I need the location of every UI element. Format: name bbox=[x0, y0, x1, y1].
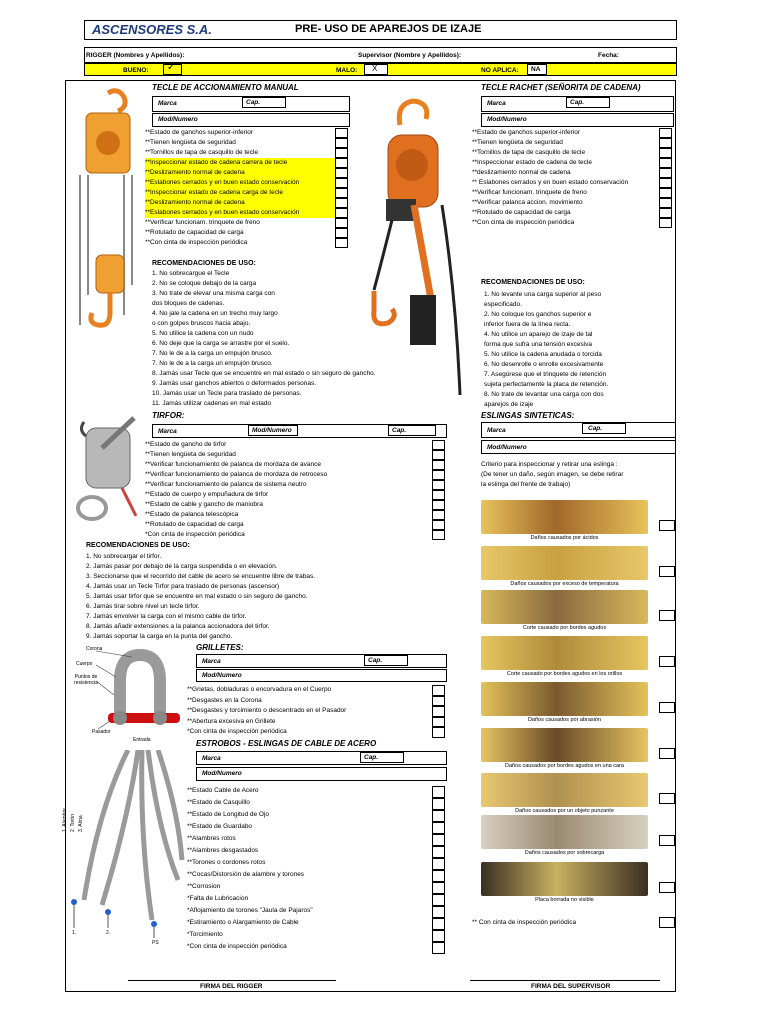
eslingas-criteria-2: (De tener un daño, según imagen, se debe retirar bbox=[481, 471, 624, 478]
estrobos-marca-box bbox=[196, 751, 447, 765]
tecle-manual-rec: 11. Jamás utilizar cadenas en mal estado bbox=[152, 400, 272, 407]
marca-label: Marca bbox=[487, 100, 506, 107]
page-title: PRE- USO DE APAREJOS DE IZAJE bbox=[295, 23, 482, 35]
tecle-rachet-rec: 6. No desenrolle o enrolle excesivamente bbox=[484, 361, 604, 368]
tirfor-checkbox[interactable] bbox=[432, 480, 445, 490]
sling-damage-photo bbox=[481, 500, 648, 534]
rigger-signature-line bbox=[128, 980, 336, 981]
estrobos-item: **Torones o cordones rotos bbox=[187, 859, 266, 866]
section-title-estrobos: ESTROBOS - ESLINGAS DE CABLE DE ACERO bbox=[196, 739, 377, 748]
fecha-label: Fecha: bbox=[598, 52, 619, 59]
tecle-rachet-rec: 1. No levante una carga superior al peso bbox=[484, 291, 602, 298]
eslingas-criteria-3: la eslinga del frente de trabajo) bbox=[481, 481, 571, 488]
x-mark-icon: X bbox=[372, 64, 378, 73]
sling-damage-label: Daños causados por sobrecarga bbox=[524, 850, 605, 856]
marca-label: Marca bbox=[202, 755, 221, 762]
no-aplica-label: NO APLICA: bbox=[481, 67, 519, 74]
tecle-manual-rec: 7. No le de a la carga un empujón brusco. bbox=[152, 360, 273, 367]
tecle-manual-rec: 1. No sobrecargue el Tecle bbox=[152, 270, 230, 277]
supervisor-signature-line bbox=[470, 980, 660, 981]
rope-label-1: 1. bbox=[72, 930, 77, 936]
tirfor-rec: 8. Jamás añadir extensiones a la palanca accionadora del tirfor. bbox=[86, 623, 270, 630]
tecle-manual-rec: 9. Jamás usar ganchos abiertos o deformados personas. bbox=[152, 380, 317, 387]
supervisor-signature-label: FIRMA DEL SUPERVISOR bbox=[531, 983, 611, 990]
tirfor-checkbox[interactable] bbox=[432, 450, 445, 460]
eslingas-cinta-item: ** Con cinta de inspección periódica bbox=[472, 919, 577, 926]
sling-damage-checkbox[interactable] bbox=[659, 656, 675, 667]
tecle-rachet-checkbox[interactable] bbox=[659, 138, 672, 148]
estrobos-item: **Estado de Longitud de Ojo bbox=[187, 811, 270, 818]
tecle-manual-rec: 7. No le de a la carga un empujón brusco. bbox=[152, 350, 273, 357]
mod-label: Mod/Numero bbox=[202, 770, 242, 777]
estrobos-checkbox[interactable] bbox=[432, 894, 445, 906]
tirfor-rec: 4. Jamás usar un Tecle Tirfor para traslado de personas (ascensor) bbox=[86, 583, 280, 590]
estrobos-checkbox[interactable] bbox=[432, 846, 445, 858]
tecle-rachet-item: **Inspeccionar estado de cadena de tecle bbox=[472, 159, 592, 166]
sling-damage-photo bbox=[481, 590, 648, 624]
shackle-label-entrada: Entrada bbox=[133, 737, 151, 743]
tecle-manual-checkbox[interactable] bbox=[335, 208, 348, 218]
rigger-signature-label: FIRMA DEL RIGGER bbox=[200, 983, 263, 990]
tirfor-checkbox[interactable] bbox=[432, 500, 445, 510]
estrobos-item: **Alambres rotos bbox=[187, 835, 236, 842]
eslingas-cinta-checkbox[interactable] bbox=[659, 917, 675, 928]
eslingas-criteria-1: Criterio para inspeccionar y retirar una eslinga : bbox=[481, 461, 618, 468]
tecle-rachet-item: ** Eslabones cerrados y en buen estado conservación bbox=[472, 179, 629, 186]
tecle-rachet-checkbox[interactable] bbox=[659, 148, 672, 158]
tirfor-rec: 1. No sobrecargar el tirfor. bbox=[86, 553, 162, 560]
tecle-manual-item: **Estado de ganchos superior-inferior bbox=[145, 129, 254, 136]
sling-damage-photo bbox=[481, 728, 648, 762]
tirfor-item: **Tienen lengüeta de seguridad bbox=[145, 451, 236, 458]
cap-label: Cap. bbox=[364, 754, 379, 761]
tirfor-rec: 6. Jamás tirar sobre nivel un tecle tirfor. bbox=[86, 603, 200, 610]
tirfor-rec: 9. Jamás soportar la carga en la punta del gancho. bbox=[86, 633, 233, 640]
tecle-manual-checkbox[interactable] bbox=[335, 158, 348, 168]
tirfor-rec: 2. Jamás pasar por debajo de la carga suspendida o en elevación. bbox=[86, 563, 278, 570]
rope-label-alambre: 1. Alambre bbox=[62, 808, 68, 832]
estrobos-item: *Torcimiento bbox=[187, 931, 223, 938]
tirfor-item: **Verificar funcionamiento de palanca de sistema neutro bbox=[145, 481, 307, 488]
tecle-rachet-item: **Verificar funcionam. trinquete de freno bbox=[472, 189, 587, 196]
tecle-rachet-item: **Tornillos de tapa de casquillo de tecle bbox=[472, 149, 586, 156]
estrobos-checkbox[interactable] bbox=[432, 918, 445, 930]
tecle-rachet-rec: 4. No utilice un aparejo de izaje de tal bbox=[484, 331, 593, 338]
rope-label-alma: 3. Alma bbox=[78, 815, 84, 832]
eslingas-marca-box bbox=[481, 422, 676, 438]
tirfor-item: **Estado de cable y gancho de maniobra bbox=[145, 501, 263, 508]
grilletes-checkbox[interactable] bbox=[432, 717, 445, 728]
tecle-manual-checkbox[interactable] bbox=[335, 168, 348, 178]
rigger-label: RIGGER (Nombres y Apellidos): bbox=[86, 52, 185, 59]
tecle-manual-item: **Deslizamiento normal de cadena bbox=[145, 168, 335, 178]
tecle-manual-item: **Eslabones cerrados y en buen estado conservación bbox=[145, 178, 335, 188]
ratchet-hoist-illustration bbox=[352, 95, 467, 395]
sling-damage-checkbox[interactable] bbox=[659, 520, 675, 531]
company-logo: ASCENSORES S.A. bbox=[92, 22, 212, 37]
tecle-manual-item: **Rotulado de capacidad de carga bbox=[145, 229, 244, 236]
tecle-rachet-checkbox[interactable] bbox=[659, 198, 672, 208]
mod-label: Mod/Numero bbox=[252, 427, 292, 434]
tecle-manual-checkbox[interactable] bbox=[335, 128, 348, 138]
sling-damage-label: Corte causado por bordes agudos en los orillos bbox=[506, 671, 623, 677]
grilletes-item: **Desgastes en la Corona bbox=[187, 696, 262, 704]
sling-damage-label: Daños causados por ácidos bbox=[530, 535, 599, 541]
estrobos-item: *Aflojamiento de torones "Jaula de Pajaros" bbox=[187, 907, 313, 914]
malo-label: MALO: bbox=[336, 67, 358, 74]
tecle-rachet-checkbox[interactable] bbox=[659, 128, 672, 138]
tecle-manual-rec: 4. No jale la cadena en un trecho muy largo bbox=[152, 310, 278, 317]
grilletes-checkbox[interactable] bbox=[432, 727, 445, 738]
sling-damage-photo bbox=[481, 546, 648, 580]
rope-label-2: 2. bbox=[106, 930, 111, 936]
sling-damage-photo bbox=[481, 815, 648, 849]
tecle-manual-item: **Inspeccionar estado de cadena carga de tecle bbox=[145, 188, 335, 198]
tecle-rachet-rec-title: RECOMENDACIONES DE USO: bbox=[481, 279, 585, 286]
tecle-rachet-checkbox[interactable] bbox=[659, 168, 672, 178]
tecle-rachet-rec: inferior fuera de la línea recta. bbox=[484, 321, 571, 328]
estrobos-checkbox[interactable] bbox=[432, 786, 445, 798]
estrobos-checkbox[interactable] bbox=[432, 822, 445, 834]
shackle-label-puntos: Puntos de resistencia bbox=[74, 674, 98, 686]
tecle-manual-item: **Verificar funcionam. trinquete de freno bbox=[145, 219, 260, 226]
tirfor-checkbox[interactable] bbox=[432, 490, 445, 500]
tecle-manual-rec: 5. No utilice la cadena con un nudo bbox=[152, 330, 254, 337]
tirfor-checkbox[interactable] bbox=[432, 510, 445, 520]
marca-label: Marca bbox=[487, 427, 506, 434]
tecle-manual-checkbox[interactable] bbox=[335, 148, 348, 158]
tirfor-item: **Rotulado de capacidad de carga bbox=[145, 521, 244, 528]
estrobos-item: **Estado de Casquillo bbox=[187, 799, 250, 806]
tecle-rachet-checkbox[interactable] bbox=[659, 178, 672, 188]
estrobos-checkbox[interactable] bbox=[432, 858, 445, 870]
mod-label: Mod/Numero bbox=[487, 444, 527, 451]
sling-damage-label: Corte causado por bordes agudos bbox=[522, 625, 607, 631]
tirfor-checkbox[interactable] bbox=[432, 460, 445, 470]
tecle-rachet-rec: 5. No utilice la cadena anudada o torcida bbox=[484, 351, 602, 358]
tirfor-item: **Estado de palanca telescópica bbox=[145, 511, 239, 518]
tecle-rachet-rec: forma que sufra una tensión excesiva bbox=[484, 341, 593, 348]
sling-damage-photo bbox=[481, 773, 648, 807]
grilletes-checkbox[interactable] bbox=[432, 706, 445, 717]
shackle-illustration bbox=[70, 645, 185, 745]
sling-damage-label: Daños causados por bordes agudos en una cara bbox=[505, 763, 624, 769]
tecle-rachet-rec: 8. No trate de levantar una carga con dos bbox=[484, 391, 604, 398]
estrobos-checkbox[interactable] bbox=[432, 834, 445, 846]
bueno-label: BUENO: bbox=[123, 67, 149, 74]
tecle-rachet-checkbox[interactable] bbox=[659, 188, 672, 198]
tirfor-item: **Estado de gancho de tirfor bbox=[145, 441, 227, 448]
tecle-manual-rec: 3. No trate de elevar una misma carga con bbox=[152, 290, 275, 297]
tecle-manual-rec: 8. Jamás usar Tecle que se encuentre en mal estado o sin seguro de gancho. bbox=[152, 370, 376, 377]
tirfor-checkbox[interactable] bbox=[432, 520, 445, 530]
tecle-rachet-rec: aparejos de izaje bbox=[484, 401, 534, 408]
tecle-manual-checkbox[interactable] bbox=[335, 188, 348, 198]
estrobos-checkbox[interactable] bbox=[432, 870, 445, 882]
tirfor-item: **Verificar funcionamiento de palanca de mordaza de avance bbox=[145, 461, 321, 468]
estrobos-item: *Estiramiento o Alargamiento de Cable bbox=[187, 919, 299, 926]
cap-label: Cap. bbox=[570, 99, 585, 106]
sling-damage-photo bbox=[481, 682, 648, 716]
wire-rope-illustration bbox=[68, 750, 186, 950]
tirfor-checkbox[interactable] bbox=[432, 440, 445, 450]
tecle-rachet-rec: 7. Asegúrese que el trinquete de retención bbox=[484, 371, 607, 378]
tecle-manual-rec-title: RECOMENDACIONES DE USO: bbox=[152, 260, 256, 267]
estrobos-item: **Corrosion bbox=[187, 883, 221, 890]
estrobos-item: **Cocas/Distorsión de alambre y torones bbox=[187, 871, 305, 878]
sling-damage-checkbox[interactable] bbox=[659, 835, 675, 846]
estrobos-item: **Estado de Guardabo bbox=[187, 823, 253, 830]
tecle-manual-item: **Eslabones cerrados y en buen estado conservación bbox=[145, 208, 335, 218]
grilletes-item: **Grietas, dobladuras o encorvadura en el Cuerpo bbox=[187, 686, 332, 693]
tecle-manual-checkbox[interactable] bbox=[335, 238, 348, 248]
grilletes-checkbox[interactable] bbox=[432, 685, 445, 696]
cap-label: Cap. bbox=[368, 657, 383, 664]
tecle-rachet-item: **Tienen lengüeta de seguridad bbox=[472, 139, 563, 146]
tecle-manual-checkbox[interactable] bbox=[335, 178, 348, 188]
sling-damage-label: Placa borrada no visible bbox=[535, 897, 594, 903]
estrobos-checkbox[interactable] bbox=[432, 942, 445, 954]
tecle-manual-item: **Inspeccionar estado de cadena carrera de tecle bbox=[145, 158, 335, 168]
shackle-label-cuerpo: Cuerpo bbox=[76, 661, 93, 667]
tecle-manual-checkbox[interactable] bbox=[335, 198, 348, 208]
sling-damage-photo bbox=[481, 862, 648, 896]
tirfor-rec: 7. Jamás envolver la carga con el mismo cable de tirfor. bbox=[86, 613, 247, 620]
tecle-rachet-item: **Rotulado de capacidad de carga bbox=[472, 209, 571, 216]
tecle-manual-rec: 2. No se coloque debajo de la carga bbox=[152, 280, 257, 287]
tecle-manual-checkbox[interactable] bbox=[335, 218, 348, 228]
section-title-tecle-rachet: TECLE RACHET (SEÑORITA DE CADENA) bbox=[481, 83, 641, 92]
tecle-rachet-rec: especificado. bbox=[484, 301, 522, 308]
section-title-tirfor: TIRFOR: bbox=[152, 411, 185, 420]
cap-label: Cap. bbox=[246, 99, 261, 106]
estrobos-item: **Estado Cable de Acero bbox=[187, 787, 259, 794]
estrobos-checkbox[interactable] bbox=[432, 906, 445, 918]
mod-label: Mod/Numero bbox=[202, 672, 242, 679]
section-title-grilletes: GRILLETES: bbox=[196, 643, 244, 652]
tecle-manual-rec: 10. Jamás usar un Tecle para traslado de personas. bbox=[152, 390, 302, 397]
tecle-rachet-checkbox[interactable] bbox=[659, 218, 672, 228]
tecle-rachet-item: **Verificar palanca accion. movimiento bbox=[472, 199, 583, 206]
tecle-rachet-checkbox[interactable] bbox=[659, 158, 672, 168]
grilletes-checkbox[interactable] bbox=[432, 696, 445, 707]
tecle-rachet-item: **Estado de ganchos superior-inferior bbox=[472, 129, 581, 136]
mod-label: Mod/Numero bbox=[158, 116, 198, 123]
tecle-manual-checkbox[interactable] bbox=[335, 228, 348, 238]
tecle-rachet-item: **deslizamiento normal de cadena bbox=[472, 169, 571, 176]
estrobos-item: *Falta de Lubricacion bbox=[187, 895, 249, 902]
tecle-manual-rec: 6. No deje que la carga se arrastre por el suelo. bbox=[152, 340, 290, 347]
grilletes-marca-box bbox=[196, 654, 447, 668]
tirfor-checkbox[interactable] bbox=[432, 470, 445, 480]
tirfor-rec: 5. Jamás usar tirfor que se encuentre en mal estado o sin seguro de gancho. bbox=[86, 593, 308, 600]
tecle-rachet-rec: 2. No coloque los ganchos superior e bbox=[484, 311, 592, 318]
tecle-manual-item: **Tienen lengüeta de seguridad bbox=[145, 139, 236, 146]
tirfor-rec-title: RECOMENDACIONES DE USO: bbox=[86, 542, 190, 549]
tecle-rachet-item: **Con cinta de inspección periódica bbox=[472, 219, 575, 226]
sling-damage-photo bbox=[481, 636, 648, 670]
marca-label: Marca bbox=[158, 428, 177, 435]
tecle-manual-item: **Con cinta de inspección periódica bbox=[145, 239, 248, 246]
tirfor-rec: 3. Seccionarse que el recorrido del cable de acero se encuentre libre de trabas. bbox=[86, 573, 316, 580]
estrobos-checkbox[interactable] bbox=[432, 810, 445, 822]
tecle-manual-rec: dos bloques de cadenas. bbox=[152, 300, 225, 307]
cap-label: Cap. bbox=[392, 427, 407, 434]
sling-damage-checkbox[interactable] bbox=[659, 793, 675, 804]
tirfor-item: **Estado de cuerpo y empuñadura de tirfor bbox=[145, 491, 269, 498]
tecle-manual-item: **Deslizamiento normal de cadena bbox=[145, 198, 335, 208]
marca-label: Marca bbox=[202, 658, 221, 665]
mod-label: Mod/Numero bbox=[487, 116, 527, 123]
section-title-tecle-manual: TECLE DE ACCIONAMIENTO MANUAL bbox=[152, 83, 299, 92]
manual-hoist-illustration bbox=[68, 85, 140, 355]
tirfor-item: **Verificar funcionamiento de palanca de mordaza de retroceso bbox=[145, 471, 328, 478]
section-title-eslingas: ESLINGAS SINTETICAS: bbox=[481, 411, 575, 420]
grilletes-item: *Con cinta de inspección periódica bbox=[187, 728, 287, 735]
estrobos-item: *Con cinta de inspección periódica bbox=[187, 943, 287, 950]
marca-label: Marca bbox=[158, 100, 177, 107]
shackle-label-corona: Corona bbox=[86, 646, 103, 652]
shackle-label-pasador: Pasador bbox=[92, 729, 111, 735]
tecle-manual-rec: o con golpes bruscos hacia abajo. bbox=[152, 320, 251, 327]
sling-damage-checkbox[interactable] bbox=[659, 882, 675, 893]
rope-label-ps: PS bbox=[152, 940, 159, 946]
grilletes-item: **Desgastes y torcimiento o descentrado en el Pasador bbox=[187, 707, 347, 714]
sling-damage-checkbox[interactable] bbox=[659, 702, 675, 713]
tecle-manual-item: **Tornillos de tapa de casquillo de tecle bbox=[145, 149, 259, 156]
estrobos-checkbox[interactable] bbox=[432, 882, 445, 894]
tecle-manual-checkbox[interactable] bbox=[335, 138, 348, 148]
estrobos-item: **Alambres desgastados bbox=[187, 847, 259, 854]
no-aplica-mark: NA bbox=[531, 66, 541, 73]
rope-label-toron: 2. Torón bbox=[70, 814, 76, 832]
tirfor-checkbox[interactable] bbox=[432, 530, 445, 540]
sling-damage-checkbox[interactable] bbox=[659, 748, 675, 759]
tecle-rachet-checkbox[interactable] bbox=[659, 208, 672, 218]
supervisor-label: Supervisor (Nombre y Apellidos): bbox=[358, 52, 462, 59]
tirfor-illustration bbox=[72, 412, 144, 530]
check-mark-icon: ✓ bbox=[167, 62, 176, 73]
estrobos-checkbox[interactable] bbox=[432, 798, 445, 810]
sling-damage-checkbox[interactable] bbox=[659, 610, 675, 621]
sling-damage-label: Daños causados por exceso de temperatura bbox=[510, 581, 619, 587]
tirfor-item: *Con cinta de inspección periódica bbox=[145, 531, 245, 538]
grilletes-item: **Abertura excesiva en Grillete bbox=[187, 717, 276, 725]
sling-damage-checkbox[interactable] bbox=[659, 566, 675, 577]
estrobos-checkbox[interactable] bbox=[432, 930, 445, 942]
sling-damage-label: Daños causados por un objeto punzante bbox=[515, 808, 614, 814]
cap-label: Cap. bbox=[588, 425, 603, 432]
tecle-rachet-rec: sujeta perfectamente la placa de retención. bbox=[484, 381, 609, 388]
sling-damage-label: Daños causados por abrasión bbox=[527, 717, 602, 723]
